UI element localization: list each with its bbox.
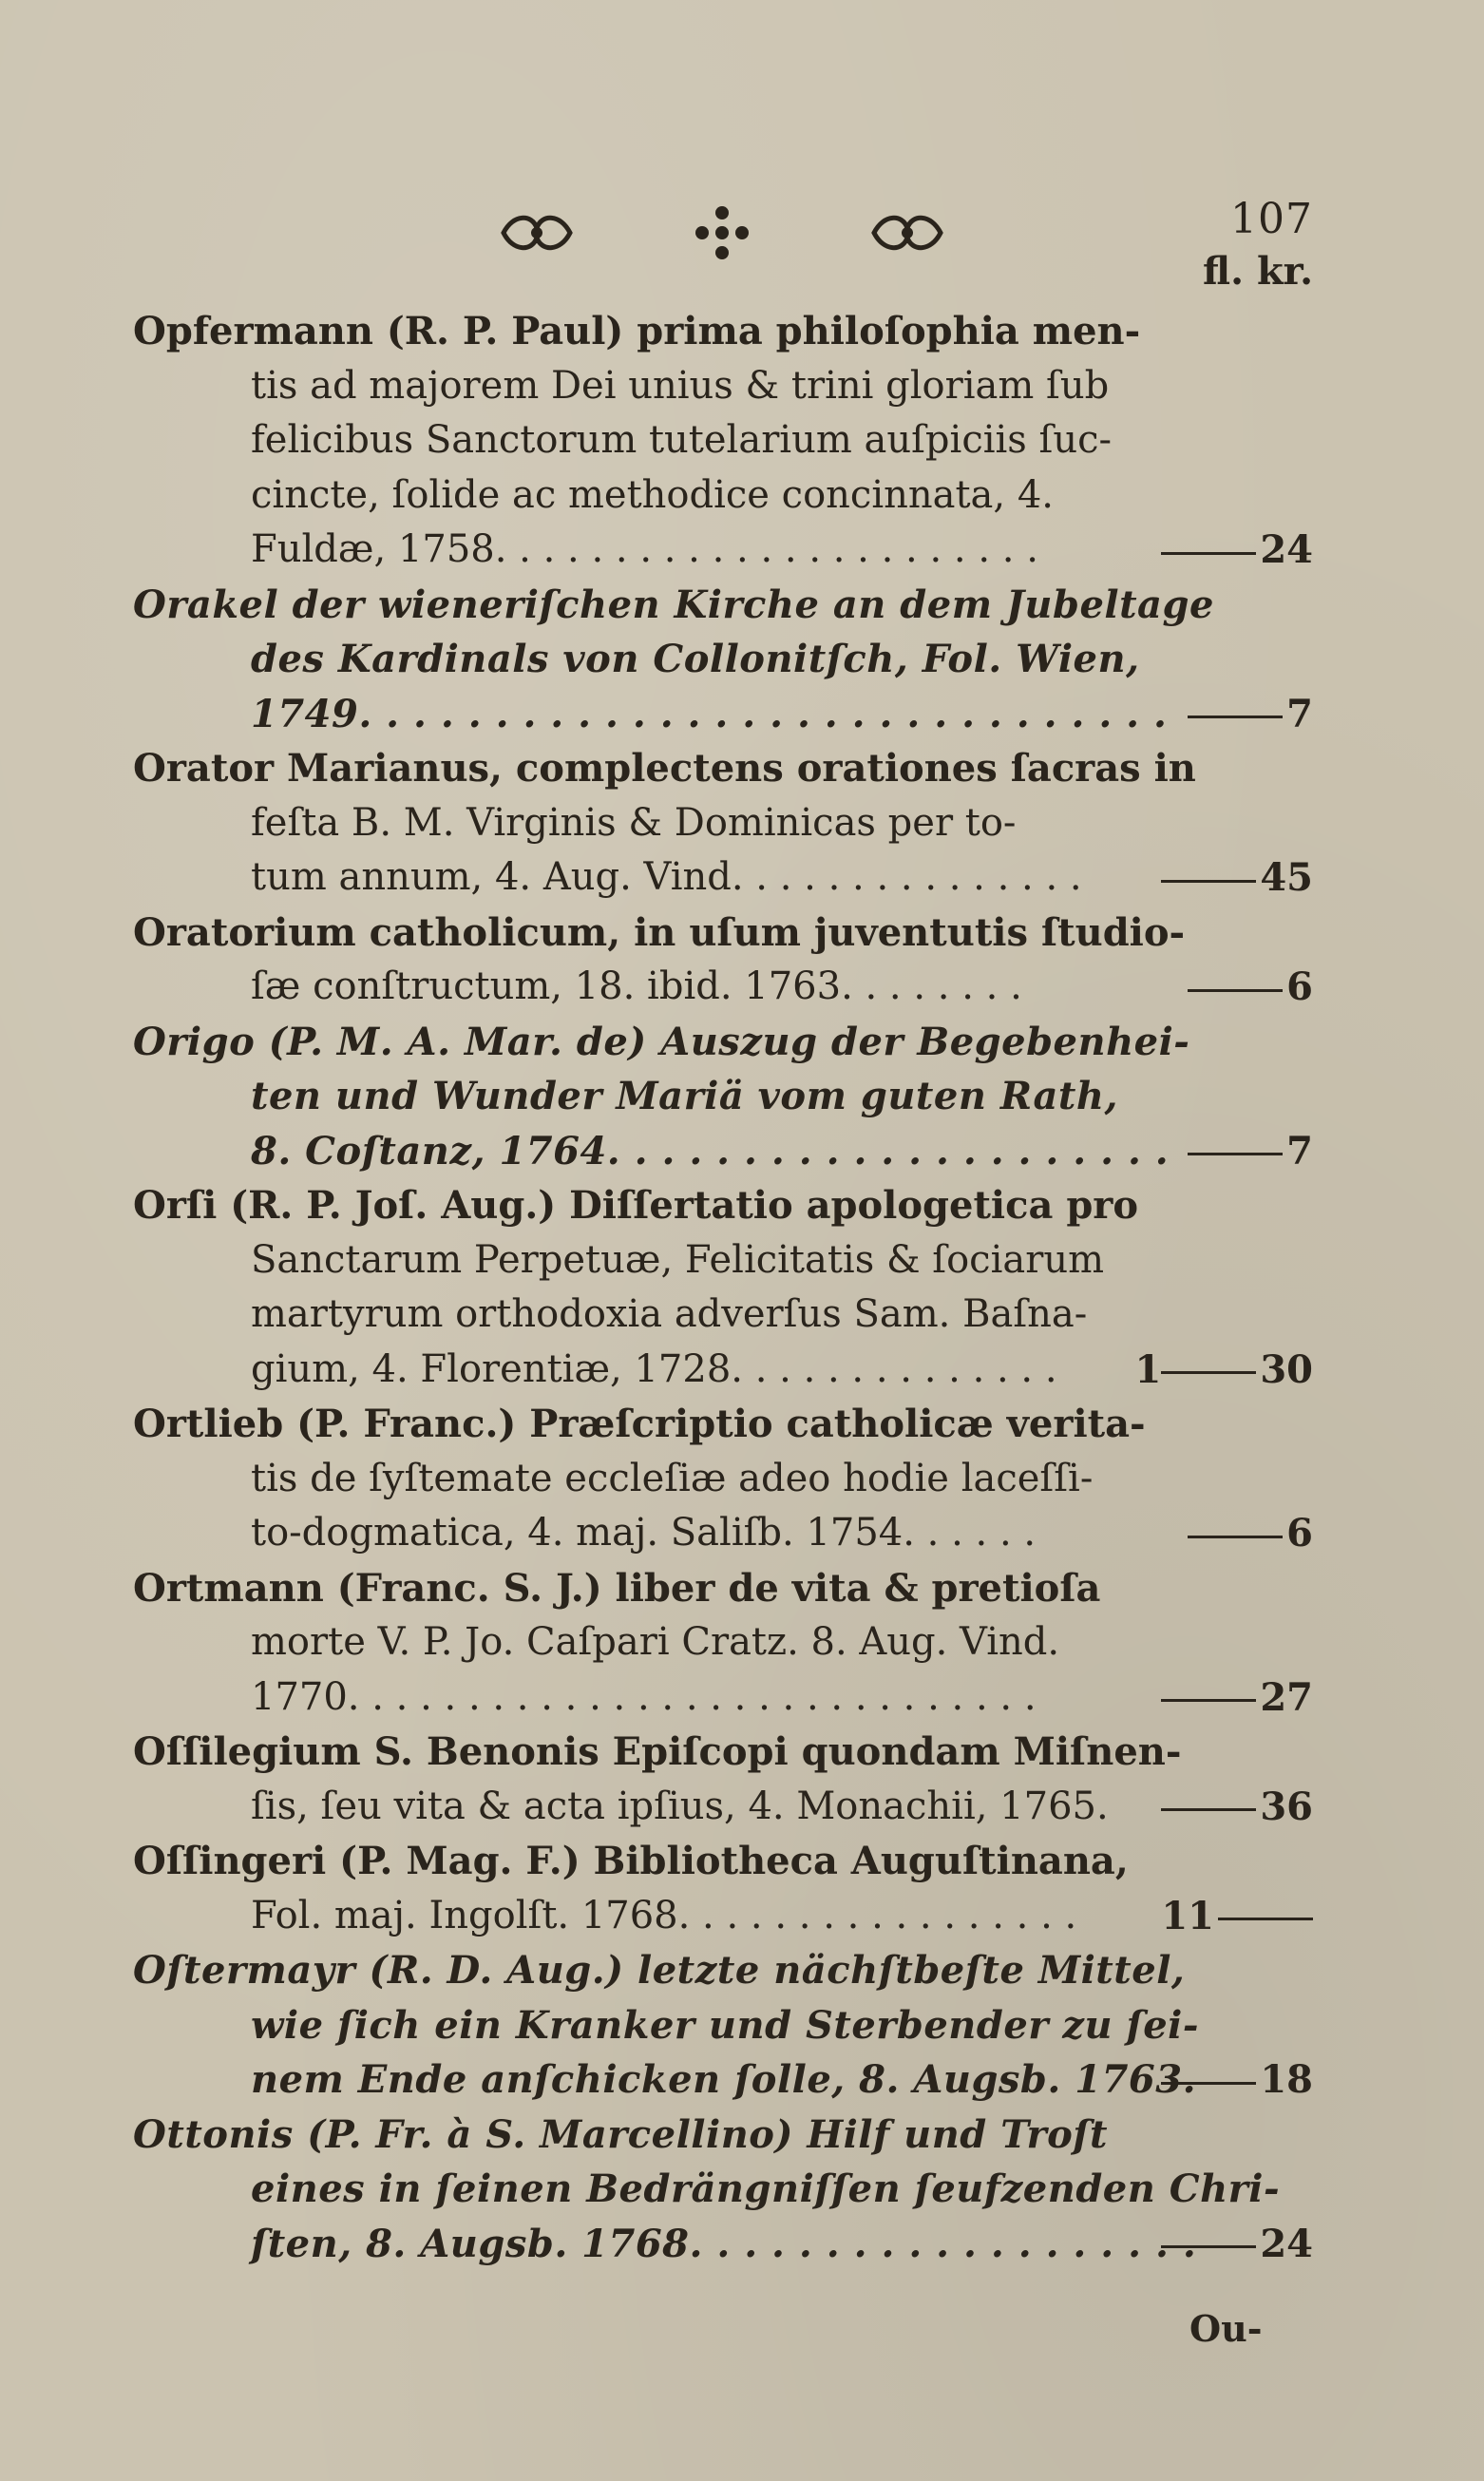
price-dash: [1218, 1918, 1313, 1920]
price-dash: [1188, 989, 1283, 992]
price-dash: [1188, 1153, 1283, 1155]
entry-continuation-line: ſten, 8. Augsb. 1768. . . . . . . . . . . . . . . . . . .: [251, 2221, 1197, 2266]
currency-column-header: fl. kr.: [1203, 249, 1313, 294]
entry-continuation-line: ten und Wunder Mariä vom guten Rath,: [251, 1074, 1118, 1118]
catalog-entry: [133, 906, 1321, 1015]
price-kreuzer: 24: [1260, 527, 1313, 572]
catchword: Ou-: [1189, 2307, 1263, 2350]
price-kreuzer: 18: [1260, 2057, 1313, 2102]
price-dash: [1161, 1371, 1256, 1374]
entry-price: [1123, 523, 1313, 578]
entry-continuation-line: tis ad majorem Dei unius & trini gloriam ſub: [251, 363, 1110, 408]
entry-continuation-line: felicibus Sanctorum tutelarium auſpiciis ſuc-: [251, 418, 1113, 462]
catalog-entries: [133, 304, 1321, 2271]
entry-continuation-line: morte V. P. Jo. Caſpari Cratz. 8. Aug. Vind.: [251, 1620, 1060, 1664]
catalog-entry: [133, 578, 1321, 742]
price-dash: [1161, 880, 1256, 883]
price-dash: [1161, 552, 1256, 555]
entry-title-line: Oſſilegium S. Benonis Epiſcopi quondam Miſnen-: [133, 1729, 1182, 1774]
entry-continuation-line: tis de ſyſtemate eccleſiæ adeo hodie laceſſi-: [251, 1456, 1094, 1500]
entry-continuation-line: ſæ conſtructum, 18. ibid. 1763. . . . . . . .: [251, 964, 1022, 1008]
catalog-entry: [133, 304, 1321, 578]
entry-continuation-line: 1749. . . . . . . . . . . . . . . . . . . . . . . . . . . . . .: [251, 691, 1168, 736]
entry-price: [1123, 960, 1313, 1015]
catalog-entry: [133, 1015, 1321, 1179]
price-kreuzer: 36: [1260, 1784, 1313, 1829]
scroll-ornament-icon: [865, 200, 950, 266]
scroll-ornament-icon: [494, 200, 580, 266]
price-kreuzer: 45: [1260, 855, 1313, 900]
entry-title-line: Ortlieb (P. Franc.) Præſcriptio catholicæ verita-: [133, 1402, 1146, 1446]
entry-title-line: Opfermann (R. P. Paul) prima philoſophia men-: [133, 309, 1141, 353]
price-dash: [1161, 1699, 1256, 1702]
price-dash: [1188, 716, 1283, 718]
catalog-entry: [133, 1397, 1321, 1561]
price-kreuzer: 6: [1286, 964, 1313, 1009]
entry-continuation-line: cincte, ſolide ac methodice concinnata, 4.: [251, 472, 1054, 517]
entry-price: [1123, 1124, 1313, 1179]
price-dash: [1161, 2245, 1256, 2248]
catalog-entry: [133, 1725, 1321, 1834]
entry-continuation-line: to-dogmatica, 4. maj. Saliſb. 1754. . . . . .: [251, 1511, 1037, 1555]
price-dash: [1161, 2082, 1256, 2085]
catalog-entry: [133, 2108, 1321, 2272]
entry-title-line: Ottonis (P. Fr. à S. Marcellino) Hilf und Troſt: [133, 2111, 1108, 2157]
entry-title-line: Orator Marianus, complectens orationes ſacras in: [133, 746, 1196, 791]
entry-continuation-line: tum annum, 4. Aug. Vind. . . . . . . . . . . . . . .: [251, 855, 1082, 899]
price-dash: [1188, 1536, 1283, 1538]
entry-price: [1123, 1670, 1313, 1726]
entry-title-line: Oſtermayr (R. D. Aug.) letzte nächſtbeſte Mittel,: [133, 1948, 1186, 1993]
entry-continuation-line: des Kardinals von Collonitſch, Fol. Wien,: [251, 637, 1140, 681]
catalog-entry: [133, 1561, 1321, 1726]
entry-title-line: Oſſingeri (P. Mag. F.) Bibliotheca Auguſtinana,: [133, 1839, 1129, 1883]
entry-continuation-line: nem Ende anſchicken ſolle, 8. Augsb. 1763.: [251, 2057, 1197, 2102]
entry-title-line: Origo (P. M. A. Mar. de) Auszug der Begebenhei-: [133, 1019, 1190, 1064]
catalog-entry: [133, 1943, 1321, 2108]
entry-title-line: Ortmann (Franc. S. J.) liber de vita & pretioſa: [133, 1565, 1101, 1611]
entry-continuation-line: gium, 4. Florentiæ, 1728. . . . . . . . . . . . . .: [251, 1346, 1057, 1391]
price-dash: [1161, 1808, 1256, 1811]
entry-price: [1123, 1780, 1313, 1835]
entry-price: [1123, 687, 1313, 742]
entry-title-line: Oratorium catholicum, in uſum juventutis ſtudio-: [133, 909, 1186, 955]
entry-continuation-line: Fuldæ, 1758. . . . . . . . . . . . . . . . . . . . . . .: [251, 527, 1038, 571]
page-number: 107: [1230, 195, 1313, 243]
entry-price: [1123, 850, 1313, 906]
price-kreuzer: 30: [1260, 1346, 1313, 1392]
entry-price: [1123, 1343, 1313, 1398]
entry-continuation-line: wie ſich ein Kranker und Sterbender zu ſei-: [251, 2002, 1199, 2048]
entry-continuation-line: martyrum orthodoxia adverſus Sam. Baſna-: [251, 1292, 1088, 1336]
price-florins: 11: [1161, 1893, 1214, 1938]
entry-title-line: Orakel der wieneriſchen Kirche an dem Jubeltage: [133, 582, 1214, 627]
header-ornament: [494, 195, 950, 271]
entry-continuation-line: feſta B. M. Virginis & Dominicas per to-: [251, 800, 1017, 845]
entry-continuation-line: 1770. . . . . . . . . . . . . . . . . . . . . . . . . . . . .: [251, 1674, 1037, 1719]
price-florins: 1: [1134, 1346, 1162, 1392]
catalog-entry: [133, 741, 1321, 906]
entry-continuation-line: Sanctarum Perpetuæ, Felicitatis & ſociarum: [251, 1237, 1105, 1282]
entry-price: [1123, 1889, 1313, 1944]
price-kreuzer: 7: [1286, 1128, 1313, 1174]
entry-price: [1123, 2052, 1313, 2108]
entry-continuation-line: Fol. maj. Ingolſt. 1768. . . . . . . . . . . . . . . . .: [251, 1893, 1077, 1937]
entry-continuation-line: ſis, ſeu vita & acta ipſius, 4. Monachii, 1765.: [251, 1784, 1109, 1828]
price-kreuzer: 27: [1260, 1674, 1313, 1720]
catalog-entry: [133, 1834, 1321, 1943]
catalog-entry: [133, 1178, 1321, 1397]
entry-title-line: Orſi (R. P. Joſ. Aug.) Diſſertatio apologetica pro: [133, 1183, 1139, 1228]
entry-price: [1123, 1506, 1313, 1561]
price-kreuzer: 24: [1260, 2221, 1313, 2266]
price-kreuzer: 6: [1286, 1511, 1313, 1555]
entry-continuation-line: 8. Coſtanz, 1764. . . . . . . . . . . . . . . . . . . . .: [251, 1128, 1170, 1174]
entry-price: [1123, 2217, 1313, 2272]
price-kreuzer: 7: [1286, 691, 1313, 736]
entry-continuation-line: eines in ſeinen Bedrängniſſen ſeufzenden Chri-: [251, 2166, 1281, 2211]
floral-ornament-icon: [679, 200, 765, 266]
